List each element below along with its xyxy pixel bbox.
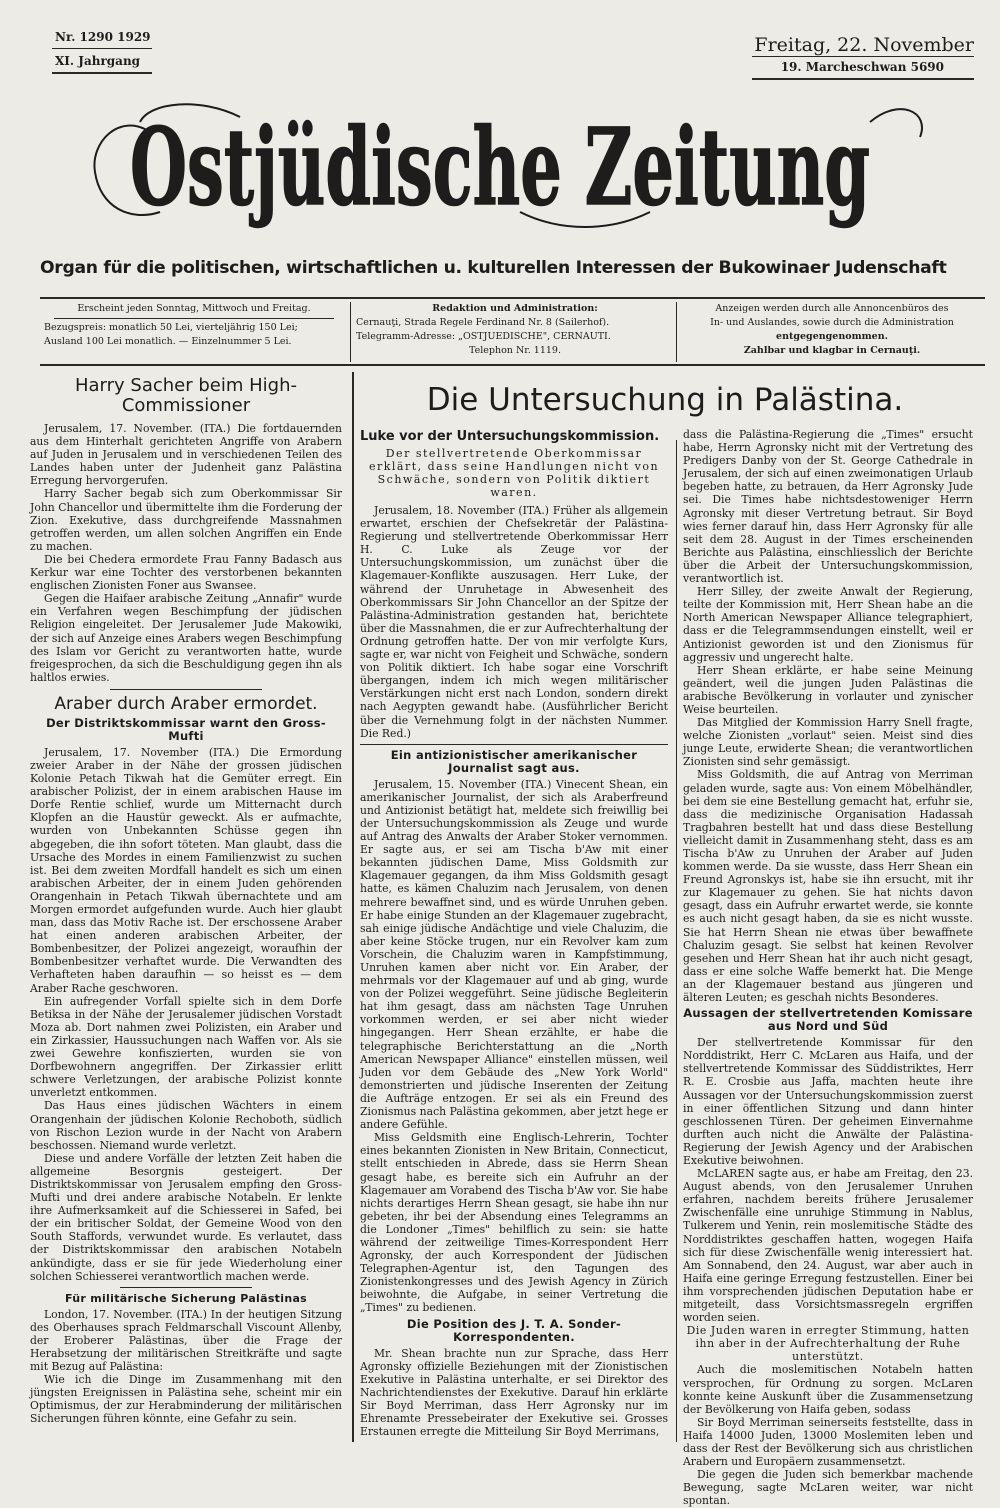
info-left (44, 302, 344, 349)
info-telephone: Telephon Nr. 1119. (469, 345, 561, 356)
info-telegram: Telegramm-Adresse: „OSTJUEDISCHE", CERNAUTI. (356, 331, 611, 342)
info-right (682, 302, 982, 358)
article-paragraph: London, 17. November. (ITA.) In der heutigen Sitzung des Oberhauses sprach Feldmarschall Viscount Allenby, der Eroberer Palästinas, über die Frage der Herabsetzung der militärischen Streitkräfte und sagte mit Bezug auf Palästina: (30, 1307, 342, 1374)
article-paragraph: Herr Shean erklärte, er habe seine Meinung geändert, weil die jungen Juden Palästinas die arabische Bevölkerung in vorlauter und zynischer Weise beurteilen. (683, 663, 973, 716)
info-divider-2 (676, 302, 677, 362)
article-subtitle-luke: Luke vor der Untersuchungskommission. (360, 429, 660, 444)
article-paragraph: Diese und andere Vorfälle der letzten Zeit haben die allgemeine Besorgnis gesteigert. Der Distriktskommissar von Jerusalem empfing den Gross-Mufti und drei andere arabische Notabeln. Er lenkte ihre Aufmerksamkeit auf die Schiesserei in Safed, bei der ein britischer Soldat, der Gemeine Wood von den South Staffords, verwundet wurde. Es verlautet, dass der Distriktskommissar den arabischen Notabeln ankündigte, dass er sie für jede Wiederholung einer solchen Schiesserei verantwortlich machen werde. (30, 1151, 342, 1283)
article-paragraph: Harry Sacher begab sich zum Oberkommissar Sir John Chancellor und übermittelte ihm die Forderung der Zion. Exekutive, dass durchgreifende Massnahmen getroffen werden, um allen solchen Angriffen ein Ende zu machen. (30, 487, 342, 553)
info-rule-top (40, 297, 985, 299)
issue-number: Nr. 1290 1929 (55, 30, 151, 44)
main-headline: Die Untersuchung in Palästina. (426, 382, 904, 418)
article-paragraph: Jerusalem, 17. November (ITA.) Die Ermordung zweier Araber in der Nähe der grossen jüdischen Kolonie Petach Tikwah hat die Gemüter erregt. Ein arabischer Polizist, der in einem arabischen Hause im Dorfe Rentie schlief, wurde um Mitternacht durch Klopfen an die Haustür geweckt. Als er aufmachte, wurden von Unbekannten Schüsse gegen ihn abgegeben, die ihn sofort töteten. Man glaubt, dass die Ursache des Mordes in einem Familienzwist zu suchen ist. Bei dem zweiten Mordfall handelt es sich um einen arabischen Arbeiter, der in einem Juden gehörenden Orangenhain in Petach Tikwah übernachtete und am Morgen ermordet aufgefunden wurde. Auch hier glaubt man, dass das Motiv Rache ist. Der erschossene Araber hat einen anderen arabischen Arbeiter, der Bombenbesitzer, der Polizei angezeigt, woraufhin der Bombenbesitzer verhaftet wurde. Die Verwandten des Verhafteten haben daraufhin — so heisst es — dem Araber Rache geschworen. (30, 745, 342, 995)
masthead-subtitle: Organ für die politischen, wirtschaftlichen u. kulturellen Interessen der Bukowinaer Judenschaft (40, 258, 947, 278)
info-publication-days: Erscheint jeden Sonntag, Mittwoch und Freitag. (77, 303, 311, 314)
info-middle (356, 302, 674, 358)
info-ads-line3: entgegengenommen. (776, 331, 888, 342)
article-paragraph: Die Juden waren in erregter Stimmung, hatten ihn aber in der Aufrechterhaltung der Ruhe unterstützt. (686, 1324, 970, 1364)
header-rule-right (752, 78, 974, 80)
article-title-militaer: Für militärische Sicherung Palästinas (64, 1291, 308, 1305)
info-editorial-heading: Redaktion und Administration: (432, 303, 598, 314)
article-paragraph: dass die Palästina-Regierung die „Times" ersucht habe, Herrn Agronsky nicht mit der Vertretung des Predigers Danby von der St. George Cathedrale in Jerusalem, der sich auf einen zweimonatigen Urlaub begeben hatte, zu betrauen, da Herr Agronsky Jude sei. Die Times habe nichtsdestoweniger Herrn Agronsky mit dieser Vertretung betraut. Sir Boyd wies ferner darauf hin, dass Herr Agronsky für alle seit dem 28. August in der Times erscheinenden Berichte aus Palästina, einschliesslich der Berichte über die Arbeit der Untersuchungskommission, verantwortlich ist. (683, 428, 973, 586)
masthead-logo (0, 92, 1000, 242)
article-paragraph: Die gegen die Juden sich bemerkbar machende Bewegung, sagte McLaren weiter, war nicht spontan. (683, 1468, 973, 1508)
info-address: Cernauţi, Strada Regele Ferdinand Nr. 8 (Sailerhof). (356, 317, 610, 328)
info-ads-line4: Zahlbar und klagbar in Cernauţi. (743, 345, 921, 356)
article-paragraph: Gegen die Haifaer arabische Zeitung „Annafir" wurde ein Verfahren wegen Beschimpfung der jüdischen Religion eingeleitet. Der Jerusalemer Jude Makowiki, der sich auf Anzeige eines Arabers wegen Beschimpfung des Islam vor Gericht zu verantworten hatte, wurde freigesprochen, da sich die Beschuldigung gegen ihn als haltlos erwies. (30, 592, 342, 684)
article-paragraph: Mr. Shean brachte nun zur Sprache, dass Herr Agronsky offizielle Beziehungen mit der Zionistischen Exekutive in Palästina unterhalte, er sei Direktor des Nachrichtendienstes der Exekutive. Darauf hin erklärte Sir Boyd Merriman, dass Herr Agronsky nur im Ehrenamte Pressebeirater der Exekutive sei. Grosses Erstaunen erregte die Mitteilung Sir Boyd Merrimans, (360, 1346, 668, 1439)
info-ads-line1: Anzeigen werden durch alle Annoncenbüros des (715, 303, 949, 314)
article-lead-luke: Der stellvertretende Oberkommissar erklärt, dass seine Handlungen nicht von Schwäche, sondern von Politik diktiert waren. (368, 447, 660, 499)
article-paragraph: Sir Boyd Merriman seinerseits feststellte, dass in Haifa 14000 Juden, 13000 Moslemiten leben und dass der Rest der Bevölkerung sich aus christlichen Arabern und Europäern zusammensetzt. (683, 1415, 973, 1469)
article-title-araber: Araber durch Araber ermordet. (54, 693, 318, 714)
article-paragraph: Herr Silley, der zweite Anwalt der Regierung, teilte der Kommission mit, Herr Shean habe an die North American Newspaper Alliance telegraphiert, dass er die Telegrammsendungen einstellt, weil er Antizionist geworden ist und den Zionismus für aggressiv und ungerecht halte. (683, 585, 973, 664)
column-rule-1 (352, 372, 354, 1442)
info-ads-line2: In- und Auslandes, sowie durch die Administration (710, 317, 954, 328)
volume: XI. Jahrgang (55, 54, 141, 68)
column-3 (683, 428, 973, 1508)
info-rule-bottom (40, 364, 985, 366)
article-paragraph: Das Mitglied der Kommission Harry Snell fragte, welche Zionisten „vorlaut" seien. Meist sind dies junge Leute, erwiderte Shean; die verantwortlichen Zionisten sind sehr gemässigt. (683, 716, 973, 769)
article-paragraph: Der stellvertretende Kommissar für den Norddistrikt, Herr C. McLaren aus Haifa, und der stellvertretende Kommissar des Süddistriktes, Herr R. E. Crosbie aus Jaffa, machten heute ihre Aussagen vor der Untersuchungskommission zuerst in einer öffentlichen Sitzung und dann hinter geschlossenen Türen. Der geheimen Einvernahme durften auch nicht die Anwälte der Palästina-Regierung der Jewish Agency und der Arabischen Exekutive beiwohnen. (683, 1036, 973, 1167)
info-price-line1: Bezugspreis: monatlich 50 Lei, vierteljährig 150 Lei; (44, 322, 298, 333)
info-price-line2: Ausland 100 Lei monatlich. — Einzelnummer 5 Lei. (44, 336, 292, 347)
issue-date: Freitag, 22. November (754, 34, 974, 56)
header-rule-left (52, 72, 152, 74)
masthead-title: Ostjüdische Zeitung (130, 104, 870, 229)
article-paragraph: Miss Geldsmith eine Englisch-Lehrerin, Tochter eines bekannten Zionisten in New Britain, Connecticut, stellt entschieden in Abrede, dass sie Herrn Shean gesagt habe, es bereite sich ein Aufruhr an der Klagemauer am Vorabend des Tischa b'Aw vor. Sie habe nichts derartiges Herrn Shean gesagt, sie habe ihn nur gebeten, ihr bei der Absendung eines Telegramms an die Londoner „Times" behilflich zu sein: sie hatte während der zeitweilige Times-Korrespondent Herr Agronsky, der auch Korrespondent der Jüdischen Telegraphen-Agentur ist, den Tagungen des Zionistenkongresses und des Jewish Agency in Zürich beiwohnte, die Aufgabe, in seiner Vertretung die „Times" zu bedienen. (360, 1131, 668, 1315)
article-title-sacher: Harry Sacher beim High-Commissioner (74, 375, 297, 416)
hebrew-date: 19. Marcheschwan 5690 (780, 60, 944, 74)
info-divider-1 (350, 302, 351, 362)
article-paragraph: Die bei Chedera ermordete Frau Fanny Badasch aus Kerkur war eine Tochter des verstorbenen bekannten englischen Zionisten Foner aus Swansee. (30, 552, 342, 593)
article-paragraph: Ein aufregender Vorfall spielte sich in dem Dorfe Betiksa in der Nähe der Jerusalemer jüdischen Vorstadt Moza ab. Dort nahmen zwei Polizisten, ein Araber und ein Zirkassier, Haussuchungen nach Waffen vor. Als sie zwei Gewehre konfiszierten, wurden sie von Dorfbewohnern angegriffen. Der Zirkassier erlitt schwere Verletzungen, der arabische Polizist konnte unverletzt entkommen. (30, 994, 342, 1100)
article-paragraph: Jerusalem, 17. November. (ITA.) Die fortdauernden aus dem Hinterhalt gerichteten Angriffe von Arabern auf Juden in Jerusalem und in verschiedenen Teilen des Landes haben unter der Judenheit ganz Palästina Erregung hervorgerufen. (30, 422, 342, 488)
column-2 (360, 428, 668, 1438)
article-title-journalist: Ein antizionistischer amerikanischer Journalist sagt aus. (390, 747, 638, 775)
column-rule-2 (676, 440, 677, 1442)
article-title-jta: Die Position des J. T. A. Sonder-Korrespondenten. (406, 1316, 622, 1344)
article-title-komissare: Aussagen der stellvertretenden Komissare aus Nord und Süd (683, 1006, 973, 1034)
article-subtitle-distrikt: Der Distriktskommissar warnt den Gross-Mufti (46, 715, 326, 743)
header-rule-right-top (752, 56, 974, 57)
article-paragraph: Jerusalem, 15. November (ITA.) Vinecent Shean, ein amerikanischer Journalist, der sich als Araberfreund und Antizionist betätigt hat, meldete sich freiwillig bei der Untersuchungskommission als Zeuge und wurde auf Antrag des Anwalts der Araber Stoker vernommen. Er sagte aus, er sei am Tischa b'Aw mit einer bekannten jüdischen Dame, Miss Goldsmith zur Klagemauer gegangen, da ihm Miss Goldsmith gesagt hatte, es kämen Chaluzim nach Jerusalem, von denen mehrere bewaffnet sind, und es würde Unruhen geben. Er habe einige Stunden an der Klagemauer zugebracht, sah einige jüdische Andächtige und viele Chaluzim, die aber keine Stöcke trugen, nur ein Revolver kam zum Vorschein, die Chaluzim waren in Kampfstimmung, Unruhen kamen aber nicht vor. Ein Araber, der mehrmals vor der Klagemauer auf und ab ging, wurde von der Polizei weggeführt. Seine jüdische Begleiterin hat ihm gesagt, dass am nächsten Tage Unruhen vorkommen werden, er sei aber nicht wieder hingegangen. Herr Shean erzählte, er habe die telegraphische Berichterstattung an die „North American Newspaper Alliance" einstellen müssen, weil Juden vor dem Gebäude des „New York World" demonstrierten und jüdische Inserenten der Zeitung die Aufträge entzogen. Er sei als ein Freund des Zionismus nach Palästina gekommen, aber jetzt hege er andere Gefühle. (360, 777, 668, 1132)
article-paragraph: Das Haus eines jüdischen Wächters in einem Orangenhain der jüdischen Kolonie Rechoboth, südlich von Rischon Lezion wurde in der Nacht von Arabern beschossen. Niemand wurde verletzt. (30, 1099, 342, 1152)
column-1 (30, 372, 342, 1426)
article-paragraph: Miss Goldsmith, die auf Antrag von Merriman geladen wurde, sagte aus: Von einem Möbelhändler, bei dem sie eine Bestellung gemacht hat, erfuhr sie, dass die medizinische Organisation Hadassah Tragbahren bestellt hat und dass diese Bestellung vielleicht damit in Zusammenhang steht, dass es am Tischa b'Aw zu Unruhen der Araber auf Juden kommen werde. Da sie wusste, dass Herr Shean ein Freund Agronskys ist, habe sie ihn ersucht, mit ihr zur Klagemauer zu gehen. Sie hat nichts davon gesagt, dass ein Aufruhr erwartet werde, sie konnte es auch nicht gesagt haben, da sie es nicht wusste. Sie hat Herrn Shean nie etwas über bewaffnete Chaluzim gesagt. Sie selbst hat keinen Revolver gesehen und Herr Shean hat ihr auch nicht gesagt, dass er eine solche Waffe bemerkt hat. Die Menge an der Klagemauer bestand aus jüngeren und älteren Leuten; es geschah nichts Besonderes. (683, 768, 973, 1005)
article-paragraph: Jerusalem, 18. November (ITA.) Früher als allgemein erwartet, erschien der Chefsekretär der Palästina-Regierung und stellvertretende Oberkommissar Herr H. C. Luke als Zeuge vor der Untersuchungskommission, um zunächst über die Klagemauer-Konflikte auszusagen. Herr Luke, der während der Unruhetage in Abwesenheit des Oberkommissars Sir John Chancellor an der Spitze der Palästina-Administration gestanden hat, berichtete über die Massnahmen, die er zur Aufrechterhaltung der Ordnung getroffen hatte. Der von mir verfolgte Kurs, sagte er, war nicht von Feigheit und Schwäche, sondern von Politik diktiert. Ich habe sogar eine Vorschrift übergangen, indem ich mich wegen militärischer Verstärkungen nicht erst nach London, sondern direkt nach Aegypten gewandt habe. (Ausführlicher Bericht über die Vernehmung folgt in der nächsten Nummer. Die Red.) (360, 504, 668, 740)
article-paragraph: McLAREN sagte aus, er habe am Freitag, den 23. August abends, von den Jerusalemer Unruhen erfahren, nachdem bereits frühere Jerusalemer Zwischenfälle eine unruhige Stimmung in Nablus, Tulkerem und Yenin, rein moslemitische Städte des Norddistriktes geschaffen hatten, wogegen Haifa sich für diese Zwischenfälle wenig interessiert hat. Am Sonnabend, den 24. August, war aber auch in Haifa eine geringe Erregung festzustellen. Einer bei ihm vorsprechenden jüdischen Deputation habe er mitgeteilt, dass Vorsichtsmassregeln ergriffen worden seien. (683, 1167, 973, 1325)
article-paragraph: Auch die moslemitischen Notabeln hatten versprochen, für Ordnung zu sorgen. McLaren konnte keine Auskunft über die Zusammensetzung der Bevölkerung von Haifa geben, sodass (683, 1363, 973, 1416)
masthead (0, 92, 1000, 242)
header-rule-left-top (52, 48, 152, 49)
article-paragraph: Wie ich die Dinge im Zusammenhang mit den jüngsten Ereignissen in Palästina sehe, scheint mir ein Optimismus, der zur Herabminderung der militärischen Sicherungen führen könnte, eine Gefahr zu sein. (30, 1373, 342, 1426)
